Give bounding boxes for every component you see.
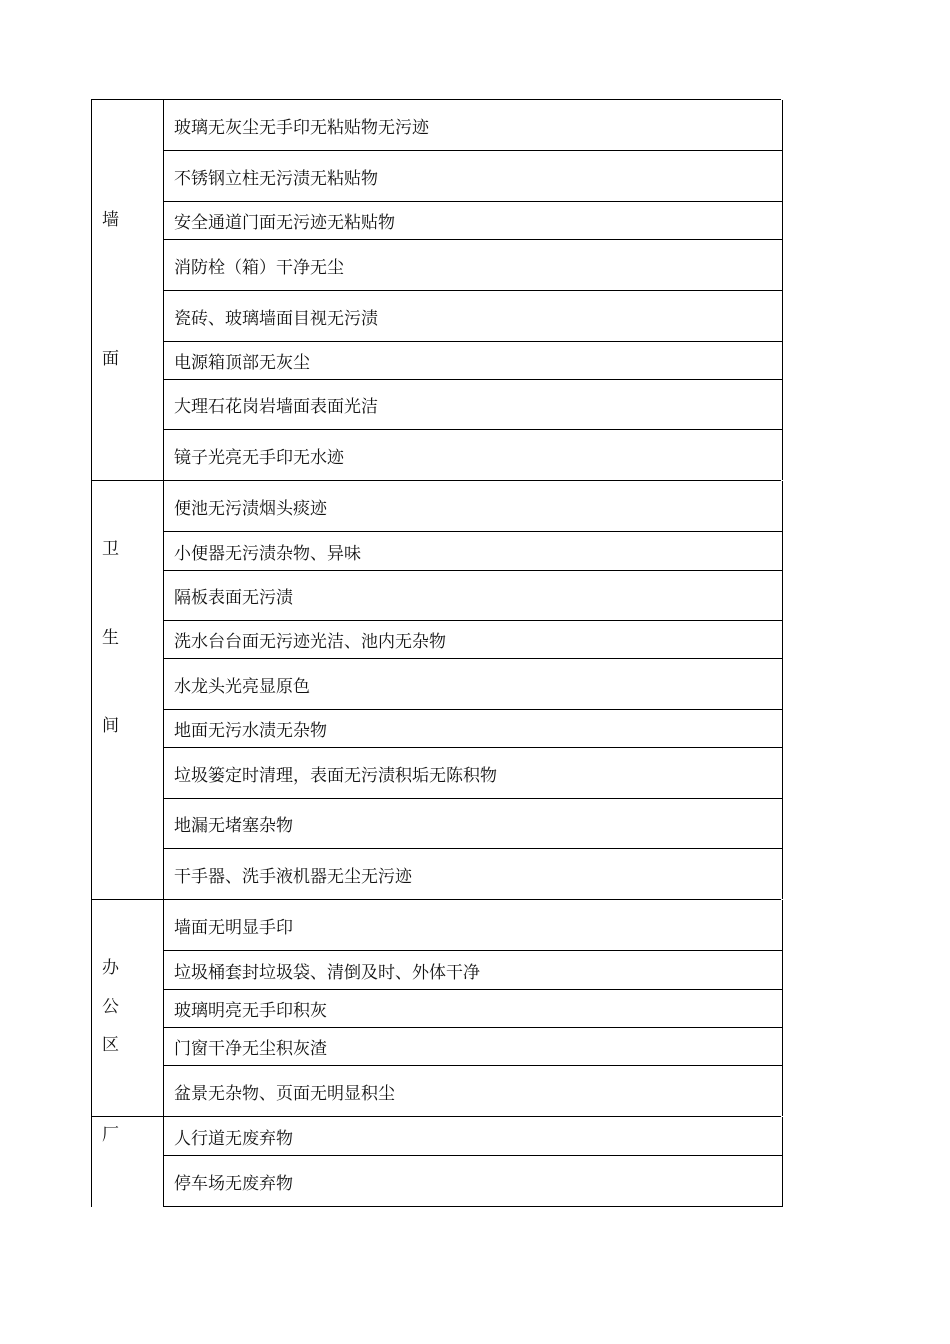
- table-row: 小便器无污渍杂物、异味: [164, 531, 782, 570]
- table-row: 安全通道门面无污迹无粘贴物: [164, 201, 782, 239]
- table-row: 电源箱顶部无灰尘: [164, 341, 782, 379]
- group-wall: [91, 99, 781, 480]
- table-row: 垃圾篓定时清理，表面无污渍积垢无陈积物: [164, 747, 782, 798]
- group-restroom: [91, 480, 781, 899]
- table-row: 不锈钢立柱无污渍无粘贴物: [164, 150, 782, 201]
- table-row: 人行道无废弃物: [174, 1128, 293, 1149]
- group-factory: [91, 1116, 781, 1207]
- category-char: 间: [102, 716, 119, 736]
- table-row: 停车场无废弃物: [164, 1155, 782, 1206]
- table-row: 洗水台台面无污迹光洁、池内无杂物: [164, 620, 782, 658]
- category-cell-office: [92, 900, 164, 1116]
- table-row: 大理石花岗岩墙面表面光洁: [164, 379, 782, 429]
- category-char: 墙: [102, 210, 119, 230]
- table-row: 地面无污水渍无杂物: [164, 709, 782, 747]
- category-char: 厂: [102, 1125, 119, 1145]
- table-row: 玻璃明亮无手印积灰: [164, 989, 782, 1027]
- table-row: 盆景无杂物、页面无明显积尘: [164, 1065, 782, 1116]
- table-row: 地漏无堵塞杂物: [164, 798, 782, 848]
- items-restroom: [164, 481, 783, 899]
- category-cell-wall: [92, 100, 164, 480]
- table-row: 便池无污渍烟头痰迹: [174, 498, 327, 519]
- table-row: 消防栓（箱）干净无尘: [164, 239, 782, 290]
- table-row: 隔板表面无污渍: [164, 570, 782, 620]
- category-char: 办: [102, 958, 119, 978]
- table-row: 垃圾桶套封垃圾袋、清倒及时、外体干净: [164, 950, 782, 989]
- items-wall: [164, 100, 783, 480]
- category-cell-factory: [92, 1117, 164, 1207]
- category-char: 卫: [102, 539, 119, 559]
- items-office: [164, 900, 783, 1116]
- inspection-table: [91, 99, 781, 1207]
- table-row: 墙面无明显手印: [174, 917, 293, 938]
- category-char: 面: [102, 349, 119, 369]
- table-row: 干手器、洗手液机器无尘无污迹: [164, 848, 782, 899]
- items-factory: [164, 1117, 783, 1207]
- table-row: 水龙头光亮显原色: [164, 658, 782, 709]
- category-cell-restroom: [92, 481, 164, 899]
- group-office: [91, 899, 781, 1116]
- table-row: 瓷砖、玻璃墙面目视无污渍: [164, 290, 782, 341]
- table-row: 镜子光亮无手印无水迹: [164, 429, 782, 480]
- category-char: 公: [102, 997, 119, 1017]
- category-char: 生: [102, 628, 119, 648]
- category-char: 区: [102, 1035, 119, 1055]
- table-row: 门窗干净无尘积灰渣: [164, 1027, 782, 1065]
- table-row: 玻璃无灰尘无手印无粘贴物无污迹: [174, 117, 429, 138]
